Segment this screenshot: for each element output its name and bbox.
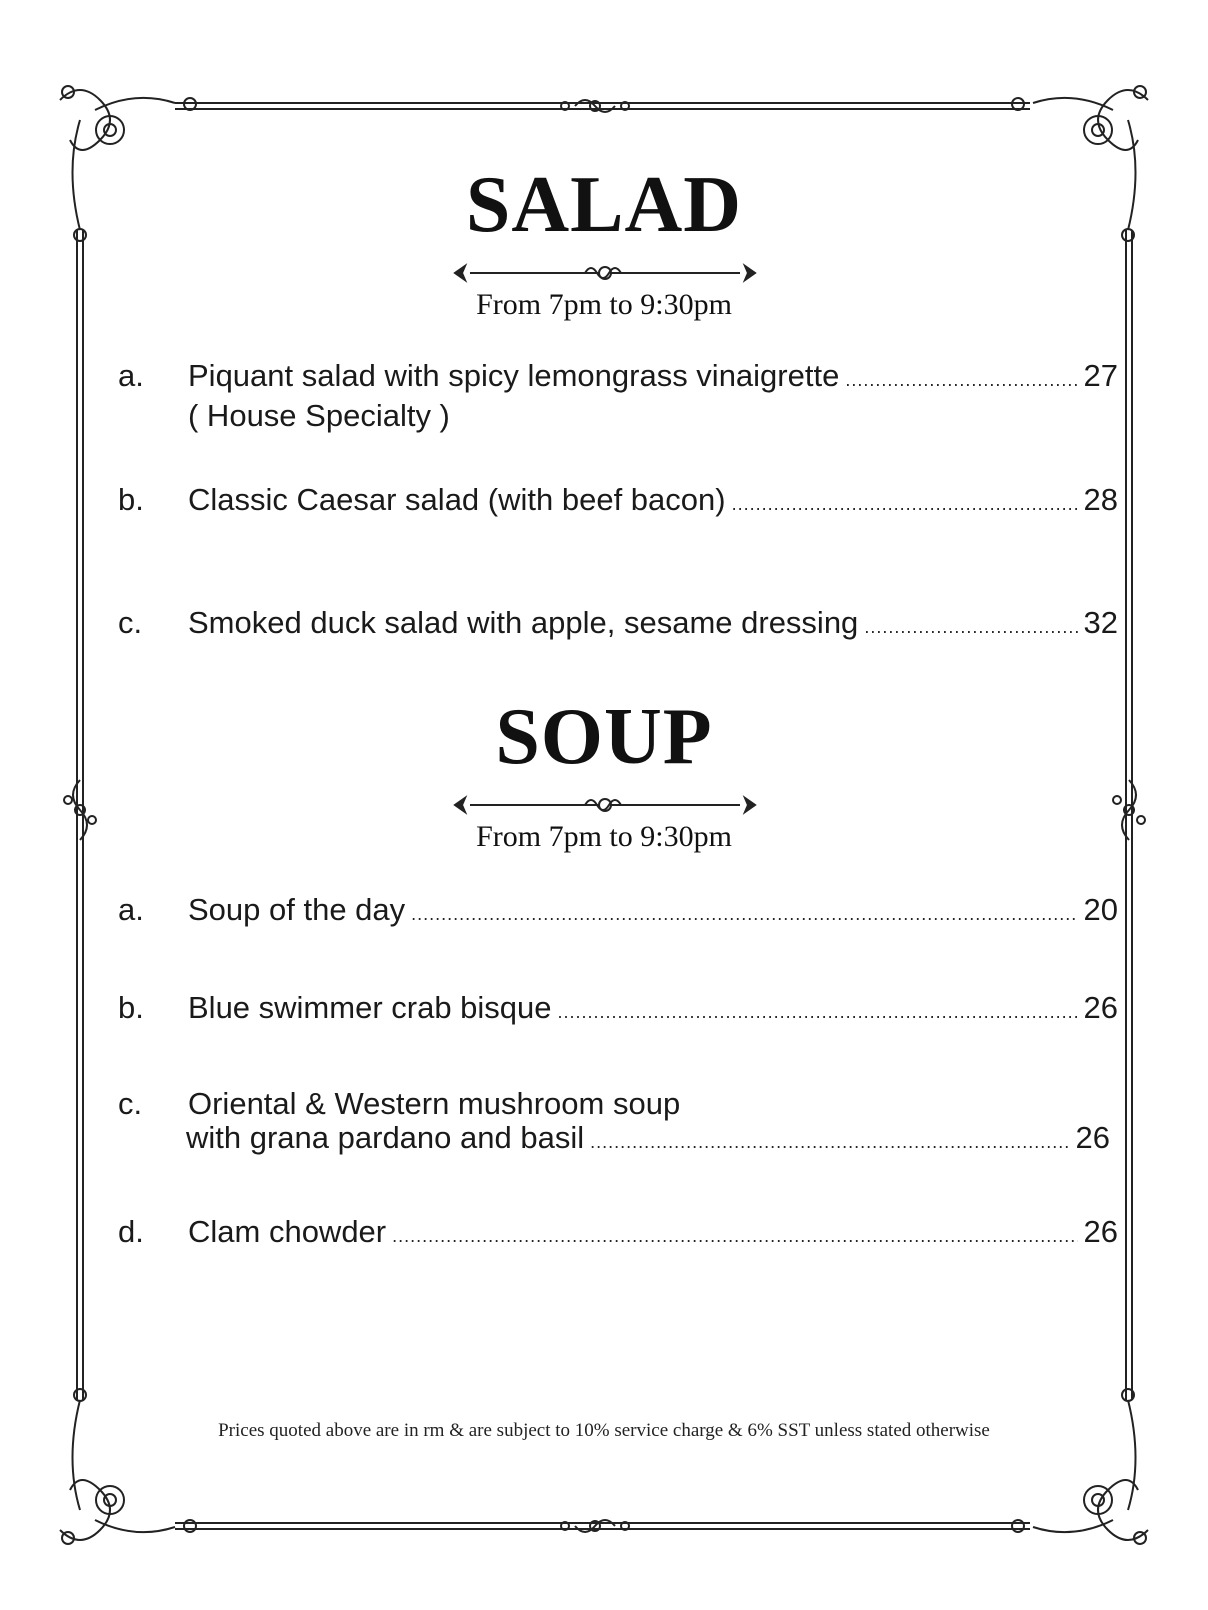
section-hours-soup: From 7pm to 9:30pm xyxy=(476,820,732,853)
dot-leader xyxy=(845,360,1077,400)
item-letter: b. xyxy=(118,482,144,517)
item-letter: c. xyxy=(118,605,143,640)
dot-leader xyxy=(392,1216,1077,1256)
item-note: ( House Specialty ) xyxy=(188,398,450,433)
section-hours-salad: From 7pm to 9:30pm xyxy=(476,288,732,321)
item-price: 27 xyxy=(1083,358,1118,393)
menu-item xyxy=(118,1212,1118,1252)
dot-leader xyxy=(590,1122,1069,1162)
menu-item xyxy=(118,1084,1118,1164)
item-letter: b. xyxy=(118,990,144,1025)
menu-item xyxy=(118,890,1118,930)
menu-item xyxy=(118,480,1118,520)
item-price: 28 xyxy=(1083,482,1118,517)
item-letter: d. xyxy=(118,1214,144,1249)
item-price: 26 xyxy=(1083,990,1118,1025)
item-name: Smoked duck salad with apple, sesame dressing xyxy=(188,605,859,640)
menu-item xyxy=(118,356,1118,436)
dot-leader xyxy=(411,894,1077,934)
item-letter: c. xyxy=(118,1086,143,1121)
item-name: Piquant salad with spicy lemongrass vinaigrette xyxy=(188,358,840,393)
divider-ornament xyxy=(450,258,760,288)
item-price: 26 xyxy=(1075,1120,1110,1155)
item-name-continued: with grana pardano and basil xyxy=(186,1120,585,1155)
item-letter: a. xyxy=(118,358,144,393)
item-name: Classic Caesar salad (with beef bacon) xyxy=(188,482,726,517)
menu-item xyxy=(118,988,1118,1028)
item-price: 20 xyxy=(1083,892,1118,927)
dot-leader xyxy=(558,992,1078,1032)
corner-ornament-bottom-right xyxy=(1012,1389,1148,1544)
corner-ornament-bottom-left xyxy=(60,1389,196,1544)
item-price: 26 xyxy=(1083,1214,1118,1249)
divider-ornament xyxy=(450,790,760,820)
section-title-salad: SALAD xyxy=(465,161,743,249)
dot-leader xyxy=(732,484,1078,524)
bottom-center-ornament xyxy=(561,1520,629,1532)
item-name: Blue swimmer crab bisque xyxy=(188,990,552,1025)
item-price: 32 xyxy=(1083,605,1118,640)
item-name: Soup of the day xyxy=(188,892,406,927)
dot-leader xyxy=(864,607,1077,647)
top-center-ornament xyxy=(561,100,629,112)
item-name: Oriental & Western mushroom soup xyxy=(188,1086,681,1121)
item-name: Clam chowder xyxy=(188,1214,387,1249)
menu-item xyxy=(118,603,1118,643)
item-letter: a. xyxy=(118,892,144,927)
price-footnote: Prices quoted above are in rm & are subject to 10% service charge & 6% SST unless stated otherwise xyxy=(218,1420,990,1441)
section-title-soup: SOUP xyxy=(495,693,713,781)
